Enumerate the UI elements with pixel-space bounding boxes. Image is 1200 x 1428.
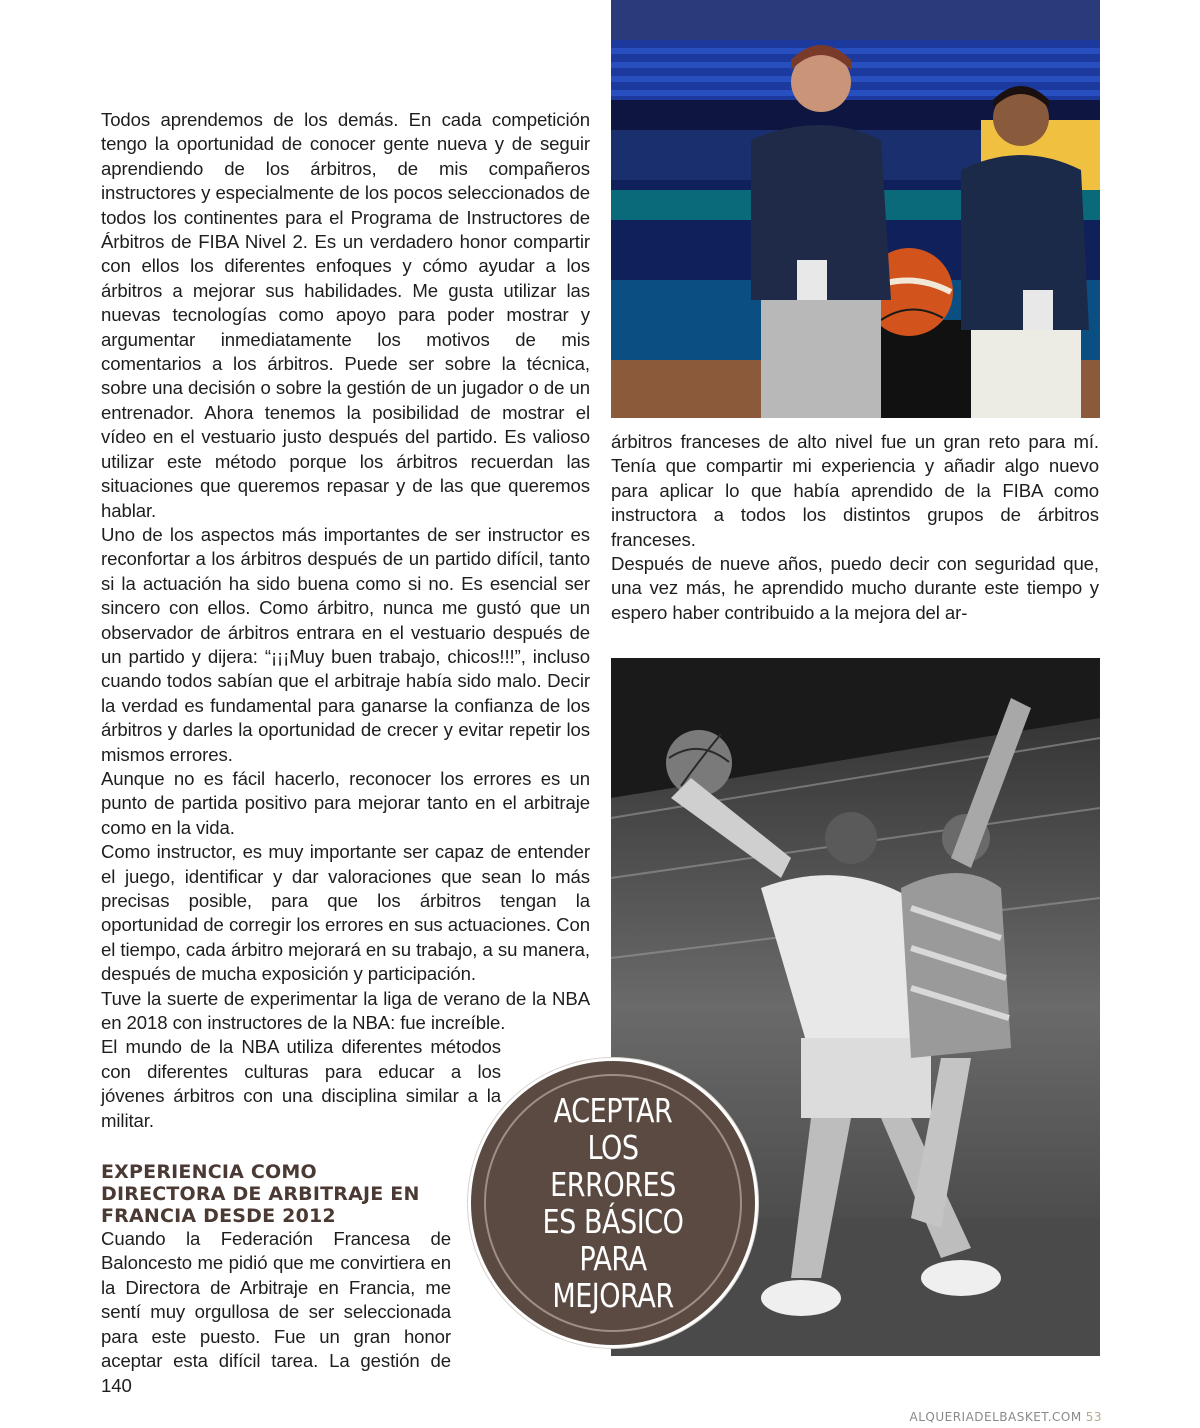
pull-quote-line: LOS ERRORES [550,1128,676,1204]
right-paragraph-2: Después de nueve años, puedo decir con seguridad que, una vez más, he aprendido mucho durante este tiempo y espero haber contribuido a la mejora del ar- [611,553,1099,623]
paragraph-5: Tuve la suerte de experimentar la liga de verano de la NBA en 2018 con instructores de la NBA: fue increíble. [101,987,590,1034]
footer-site: ALQUERIADELBASKET.COM [909,1410,1082,1424]
pull-quote-line: ACEPTAR [553,1091,673,1130]
pull-quote-text [527,1092,699,1314]
paragraph-7: Cuando la Federación Francesa de Baloncesto me pidió que me convirtiera en la Directora de Arbitraje en Francia, me sentí muy orgullosa de ser seleccionada para este puesto. Fue un gran honor aceptar esta difícil tarea. La gestión de 140 [101,1228,451,1396]
pull-quote-line: ES BÁSICO PARA [542,1202,684,1278]
paragraph-4: Como instructor, es muy importante ser capaz de entender el juego, identificar y dar valoraciones que sean lo más precisas posible, para que los árbitros tengan la oportunidad de corregir los errores en sus actuaciones. Con el tiempo, cada árbitro mejorará en su trabajo, a su manera, después de mucha exposición y participación. [101,841,590,985]
pull-quote-ring [484,1074,742,1332]
pull-quote-badge [468,1058,758,1348]
article-right-column [611,430,1099,625]
page-number: 53 [1085,1410,1102,1424]
right-paragraph-1: árbitros franceses de alto nivel fue un gran reto para mí. Tenía que compartir mi experiencia y añadir algo nuevo para aplicar lo que había aprendido de la FIBA como instructora a todos los distintos grupos de árbitros franceses. [611,431,1099,550]
paragraph-3: Aunque no es fácil hacerlo, reconocer los errores es un punto de partida positivo para mejorar tanto en el arbitraje como en la vida. [101,767,590,838]
photo-instructors [611,0,1100,418]
pull-quote-line: MEJORAR [552,1276,674,1315]
paragraph-6: El mundo de la NBA utiliza diferentes métodos con diferentes culturas para educar a los jóvenes árbitros con una disciplina similar a la militar. [101,1036,501,1131]
paragraph-1: Todos aprendemos de los demás. En cada competición tengo la oportunidad de conocer gente nueva y de seguir aprendiendo de los árbitros, de mis compañeros instructores y especialmente de los pocos seleccionados de todos los continentes para el Programa de Instructores de Árbitros de FIBA Nivel 2. Es un verdadero honor compartir con ellos los diferentes enfoques y cómo ayudar a los árbitros a mejorar sus habilidades. Me gusta utilizar las nuevas tecnologías como apoyo para poder mostrar y argumentar inmediatamente los motivos de mis comentarios a los árbitros. Puede ser sobre la técnica, sobre una decisión o sobre la gestión de un jugador o de un entrenador. Ahora tenemos la posibilidad de mostrar el vídeo en el vestuario justo después del partido. Es valioso utilizar este método porque los árbitros recuerdan las situaciones que queremos repasar y de las que queremos hablar. [101,109,590,521]
section-subheading: EXPERIENCIA COMO DIRECTORA DE ARBITRAJE EN FRANCIA DESDE 2012 [101,1161,420,1228]
paragraph-2: Uno de los aspectos más importantes de ser instructor es reconfortar a los árbitros después de un partido difícil, tanto si la actuación ha sido buena como si no. Es esencial ser sincero con ellos. Como árbitro, nunca me gustó que un observador de árbitros entrara en el vestuario después de un partido y dijera: “¡¡¡Muy buen trabajo, chicos!!!”, incluso cuando todos sabían que el arbitraje había sido malo. Decir la verdad es fundamental para ganarse la confianza de los árbitros y darles la oportunidad de crecer y evitar repetir los mismos errores. [101,523,590,765]
page-footer [910,1410,1103,1424]
photo-instructors-graphic [611,0,1100,418]
